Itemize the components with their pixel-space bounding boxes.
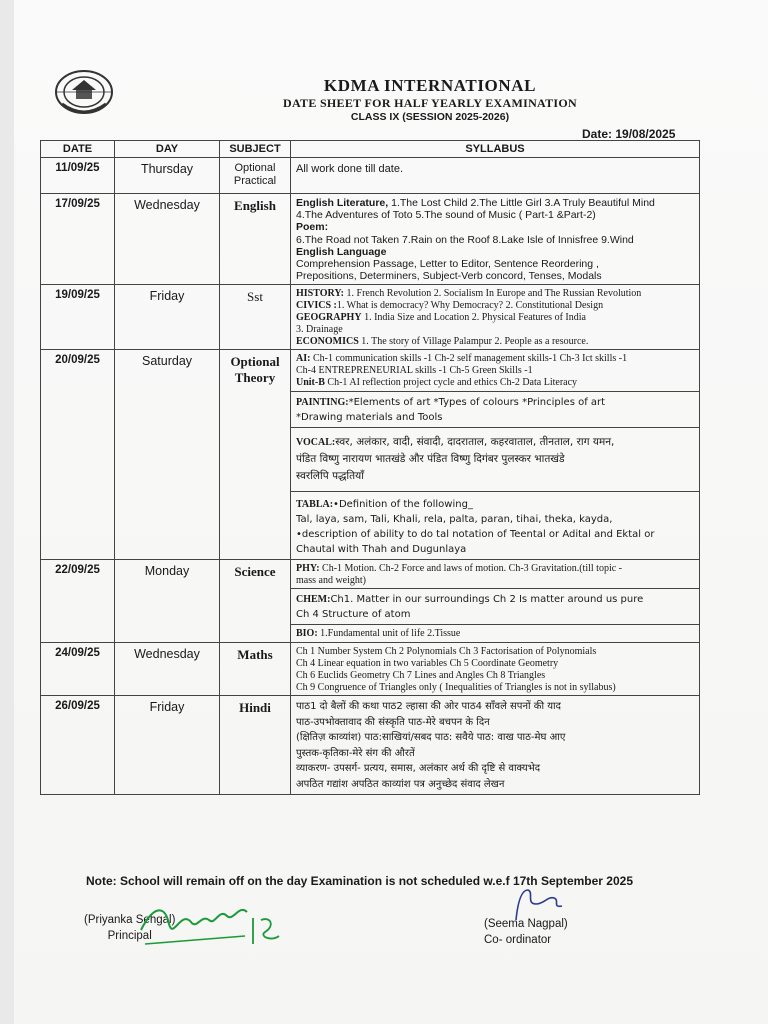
syllabus-line: व्याकरण- उपसर्ग- प्रत्यय, समास, अलंकार अर्थ की दृष्टि से वाक्यभेद: [296, 763, 541, 775]
exam-date: 17/09/25: [41, 194, 115, 285]
exam-date: 20/09/25: [41, 350, 115, 559]
date-sheet-table: [40, 140, 700, 795]
exam-date: 11/09/25: [41, 158, 115, 194]
exam-subject: Sst: [220, 285, 291, 350]
syllabus-line: Prepositions, Determiners, Subject-Verb concord, Tenses, Modals: [296, 270, 602, 283]
syllabus-line: BIO: 1.Fundamental unit of life 2.Tissue: [296, 628, 461, 640]
syllabus-line: PHY: Ch-1 Motion. Ch-2 Force and laws of motion. Ch-3 Gravitation.(till topic -: [296, 562, 622, 574]
table-row: [41, 158, 700, 194]
exam-day: Wednesday: [115, 643, 220, 696]
syllabus-line: Ch 1 Number System Ch 2 Polynomials Ch 3 Factorisation of Polynomials: [296, 646, 597, 658]
exam-date: 22/09/25: [41, 559, 115, 642]
syllabus-line: 6.The Road not Taken 7.Rain on the Roof 8.Lake Isle of Innisfree 9.Wind: [296, 233, 634, 246]
syllabus-cell-vocal: [291, 427, 700, 491]
principal-role: Principal: [107, 930, 152, 942]
principal-name: (Priyanka Sehgal): [84, 914, 176, 926]
principal-handwritten-signature: [135, 896, 285, 954]
syllabus-line: Unit-B Ch-1 AI reflection project cycle and ethics Ch-2 Data Literacy: [296, 377, 578, 388]
exam-day: Saturday: [115, 350, 220, 559]
syllabus-line: English Literature, 1.The Lost Child 2.The Little Girl 3.A Truly Beautiful Mind: [296, 197, 655, 209]
syllabus-cell-chemistry: [291, 589, 700, 625]
syllabus-line: All work done till date.: [296, 163, 403, 175]
footer-note: Note: School will remain off on the day Examination is not scheduled w.e.f 17th September 2025: [86, 874, 634, 888]
header-date: DATE: [41, 141, 115, 158]
syllabus-line: English Language: [296, 245, 387, 258]
syllabus-line: पाठ-उपभोक्तावाद की संस्कृति पाठ-मेरे बचपन के दिन: [296, 716, 490, 728]
exam-subject: English: [220, 194, 291, 285]
syllabus-line: Chautal with Thah and Dugunlaya: [296, 543, 467, 555]
syllabus-cell-tabla: [291, 491, 700, 559]
table-row: [41, 350, 700, 391]
syllabus-line: Ch-4 ENTREPRENEURIAL skills -1 Ch-5 Green Skills -1: [296, 365, 533, 377]
syllabus-cell: [291, 194, 700, 285]
syllabus-line: 3. Drainage: [296, 323, 343, 335]
exam-subject: Science: [220, 559, 291, 642]
syllabus-line: TABLA:•Definition of the following_: [296, 498, 473, 510]
exam-subject: Hindi: [220, 696, 291, 795]
table-header-row: [41, 141, 700, 158]
exam-day: Thursday: [115, 158, 220, 194]
syllabus-cell: [291, 696, 700, 795]
header-day: DAY: [115, 141, 220, 158]
exam-date: 19/09/25: [41, 285, 115, 350]
syllabus-line: CIVICS :1. What is democracy? Why Democracy? 2. Constitutional Design: [296, 300, 604, 312]
syllabus-line: AI: Ch-1 communication skills -1 Ch-2 self management skills-1 Ch-3 Ict skills -1: [296, 353, 628, 365]
header-syllabus: SYLLABUS: [291, 141, 700, 158]
coordinator-name: (Seema Nagpal): [484, 918, 568, 930]
syllabus-line: HISTORY: 1. French Revolution 2. Socialism In Europe and The Russian Revolution: [296, 288, 642, 300]
syllabus-cell: [291, 643, 700, 696]
table-row: [41, 643, 700, 696]
exam-subject: Maths: [220, 643, 291, 696]
exam-day: Friday: [115, 285, 220, 350]
syllabus-line: Ch 6 Euclids Geometry Ch 7 Lines and Angles Ch 8 Triangles: [296, 669, 546, 681]
document-title: DATE SHEET FOR HALF YEARLY EXAMINATION: [283, 96, 577, 110]
syllabus-line: GEOGRAPHY 1. India Size and Location 2. Physical Features of India: [296, 312, 586, 324]
syllabus-line: स्वरलिपि पद्धतियाँ: [296, 469, 364, 482]
syllabus-line: *Drawing materials and Tools: [296, 411, 443, 423]
syllabus-line: Comprehension Passage, Letter to Editor, Sentence Reordering ,: [296, 258, 599, 271]
syllabus-line: (क्षितिज़ काव्यांश) पाठ:साखियां/सबद पाठ: सवैये पाठ: वाख पाठ-मेघ आए: [296, 732, 566, 744]
syllabus-line: Ch 4 Linear equation in two variables Ch 5 Coordinate Geometry: [296, 657, 559, 669]
exam-day: Monday: [115, 559, 220, 642]
syllabus-line: •description of ability to do tal notation of Teental or Adital and Ektal or: [296, 528, 655, 540]
issue-date: Date: 19/08/2025: [582, 127, 676, 141]
exam-date: 24/09/25: [41, 643, 115, 696]
syllabus-cell-physics: [291, 559, 700, 589]
header-subject: SUBJECT: [220, 141, 291, 158]
syllabus-line: Tal, laya, sam, Tali, Khali, rela, palta, paran, tihai, theka, kayda,: [296, 513, 613, 525]
syllabus-line: अपठित गद्यांश अपठित काव्यांश पत्र अनुच्छेद संवाद लेखन: [296, 778, 505, 790]
exam-day: Wednesday: [115, 194, 220, 285]
syllabus-line: पुस्तक-कृतिका-मेरे संग की औरतें: [296, 747, 415, 759]
syllabus-line: mass and weight): [296, 574, 366, 586]
coordinator-handwritten-signature: [508, 884, 568, 924]
syllabus-cell-painting: [291, 391, 700, 427]
syllabus-line: PAINTING:*Elements of art *Types of colours *Principles of art: [296, 396, 606, 408]
syllabus-line: Ch 9 Congruence of Triangles only ( Inequalities of Triangles is not in syllabus): [296, 681, 616, 693]
syllabus-line: पाठ1 दो बैलों की कथा पाठ2 ल्हासा की ओर पाठ4 साँवले सपनों की याद: [296, 701, 561, 713]
school-name: KDMA INTERNATIONAL: [323, 76, 537, 95]
syllabus-cell-biology: [291, 625, 700, 643]
syllabus-cell: [291, 285, 700, 350]
syllabus-line: ECONOMICS 1. The story of Village Palampur 2. People as a resource.: [296, 335, 589, 347]
syllabus-line: पंडित विष्णु नारायण भातखंडे और पंडित विष्णु दिगंबर पुलस्कर भातखंडे: [296, 452, 565, 465]
syllabus-line: CHEM:Ch1. Matter in our surroundings Ch 2 Is matter around us pure: [296, 594, 644, 606]
syllabus-cell: [291, 158, 700, 194]
table-row: [41, 559, 700, 589]
exam-subject: Optional Theory: [220, 350, 291, 559]
exam-day: Friday: [115, 696, 220, 795]
coordinator-role: Co- ordinator: [484, 934, 552, 946]
class-session: CLASS IX (SESSION 2025-2026): [350, 111, 510, 123]
table-row: [41, 285, 700, 350]
table-row: [41, 194, 700, 285]
syllabus-line: 4.The Adventures of Toto 5.The sound of Music ( Part-1 &Part-2): [296, 209, 596, 222]
syllabus-line: Ch 4 Structure of atom: [296, 609, 411, 621]
syllabus-cell-ai: [291, 350, 700, 391]
syllabus-line: VOCAL:स्वर, अलंकार, वादी, संवादी, दादराताल, कहरवाताल, तीनताल, राग यमन,: [296, 435, 615, 448]
exam-subject: Optional Practical: [220, 158, 291, 194]
syllabus-line: Poem:: [296, 221, 329, 234]
table-row: [41, 696, 700, 795]
exam-date: 26/09/25: [41, 696, 115, 795]
